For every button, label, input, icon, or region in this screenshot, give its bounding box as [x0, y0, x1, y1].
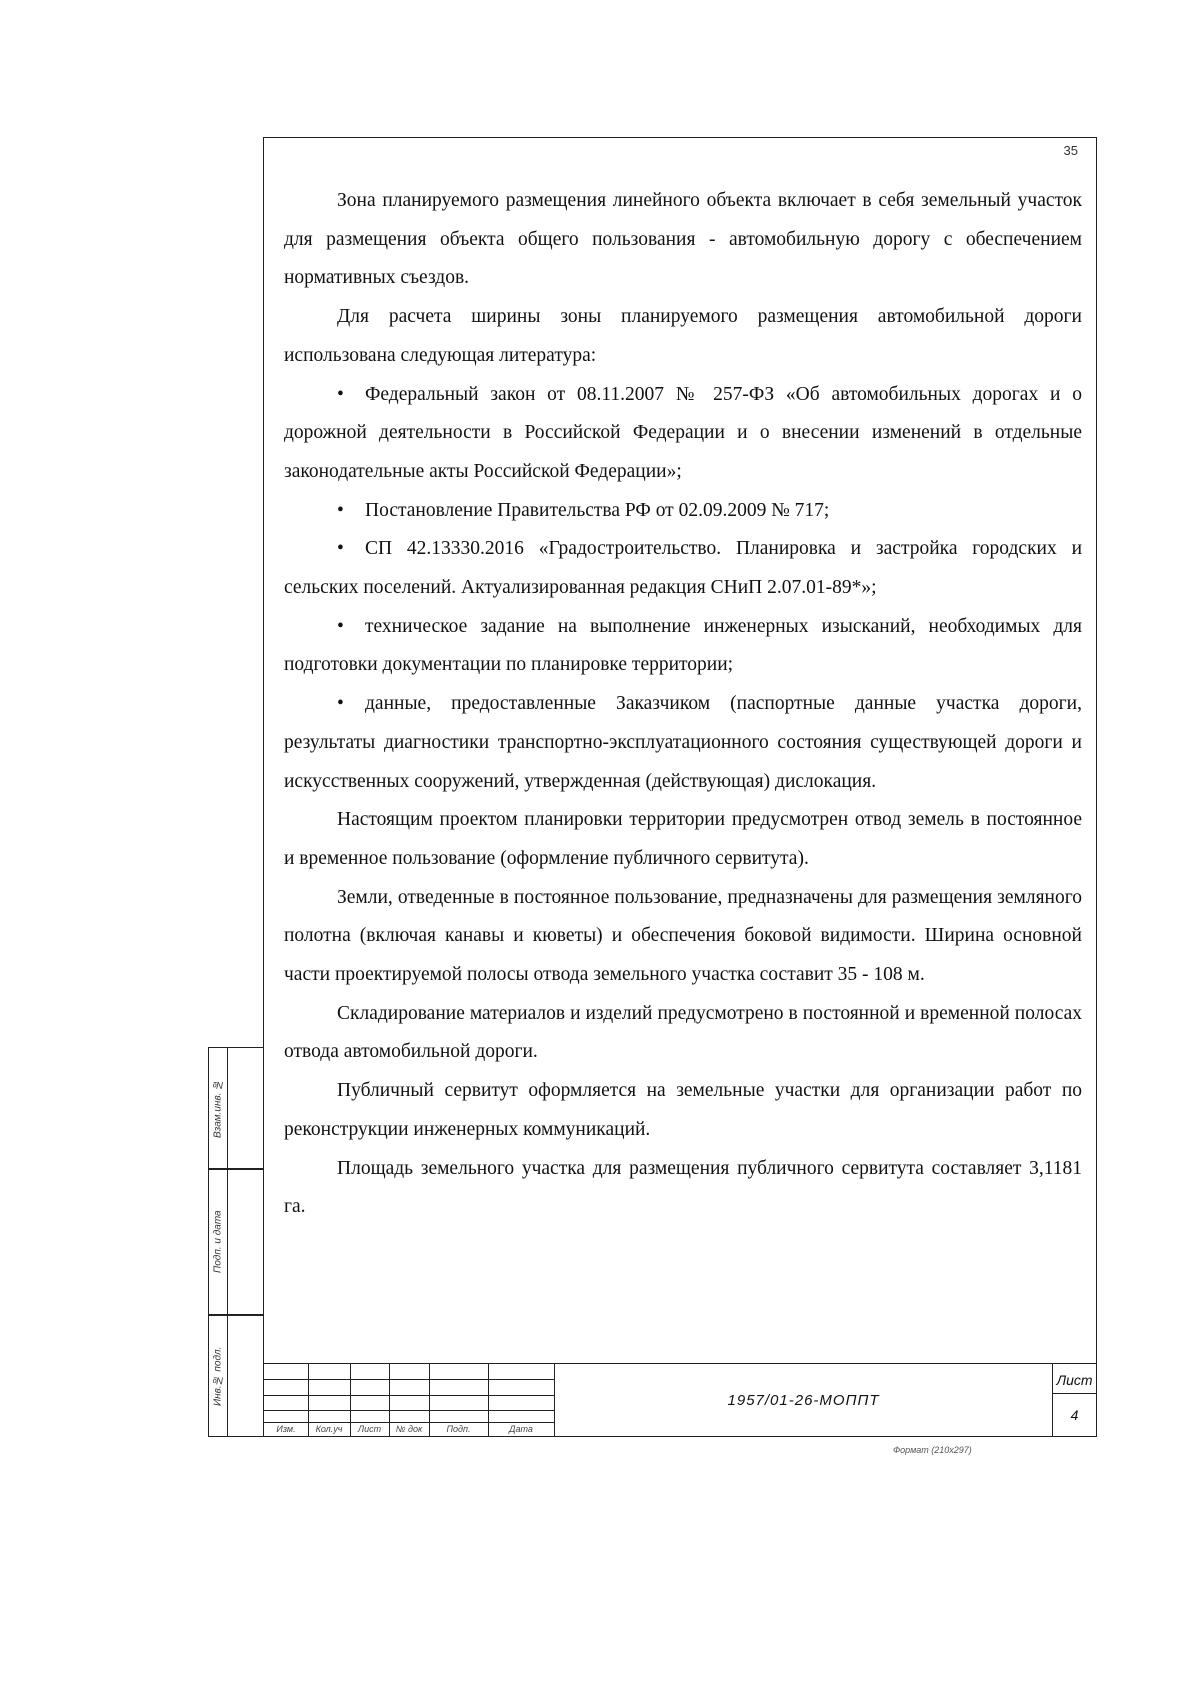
bullet-icon: •	[337, 615, 344, 637]
column-header: Подп.	[446, 1424, 471, 1434]
bullet-item: • техническое задание на выполнение инженерных изысканий, необходимых для подготовки документации по планировке территории;	[284, 608, 1082, 685]
bullet-item: • Федеральный закон от 08.11.2007 № 257-ФЗ «Об автомобильных дорогах и о дорожной деятельности в Российской Федерации и о внесении изменений в отдельные законодательные акты Российской Федерации»;	[284, 376, 1082, 492]
strip-label: Взам.инв. №	[212, 1078, 224, 1138]
bullet-item: • данные, предоставленные Заказчиком (паспортные данные участка дороги, результаты диагностики транспортно-эксплуатационного состояния существующей дороги и искусственных сооружений, утвержденная (действующая) дислокация.	[284, 685, 1082, 801]
bullet-item: • Постановление Правительства РФ от 02.09.2009 № 717;	[284, 492, 1082, 531]
sheet-number: 4	[1070, 1407, 1079, 1423]
bullet-item: • СП 42.13330.2016 «Градостроительство. Планировка и застройка городских и сельских поселений. Актуализированная редакция СНиП 2.07.01-89*»;	[284, 530, 1082, 607]
revision-table	[264, 1364, 554, 1436]
column-header: Кол.уч	[315, 1424, 343, 1434]
column-header: Дата	[509, 1424, 533, 1434]
column-header: № док	[395, 1424, 423, 1434]
format-note: Формат (210х297)	[893, 1445, 972, 1455]
column-header: Лист	[357, 1424, 382, 1434]
paragraph: Публичный сервитут оформляется на земельные участки для организации работ по реконструкции инженерных коммуникаций.	[284, 1080, 1082, 1140]
paragraph: Земли, отведенные в постоянное пользование, предназначены для размещения земляного полотна (включая канавы и кюветы) и обеспечения боковой видимости. Ширина основной части проектируемой полосы отвода земельного участка составит 35 - 108 м.	[284, 886, 1082, 986]
title-block	[264, 1363, 1096, 1436]
paragraph: Зона планируемого размещения линейного объекта включает в себя земельный участок для размещения объекта общего пользования - автомобильную дорогу с обеспечением нормативных съездов.	[284, 190, 1082, 289]
binding-strip	[208, 1047, 263, 1437]
paragraph: Площадь земельного участка для размещения публичного сервитута составляет 3,1181 га.	[284, 1157, 1082, 1218]
sheet-label: Лист	[1053, 1366, 1096, 1394]
drawing-frame	[263, 137, 1097, 1437]
bullet-icon: •	[337, 538, 344, 560]
bullet-icon: •	[337, 499, 344, 521]
paragraph: Для расчета ширины зоны планируемого размещения автомобильной дороги использована следующая литература:	[284, 306, 1082, 366]
paragraph: Настоящим проектом планировки территории предусмотрен отвод земель в постоянное и временное пользование (оформление публичного сервитута).	[284, 809, 1082, 869]
sheet-box	[1052, 1364, 1096, 1436]
strip-label: Подп. и дата	[212, 1210, 224, 1274]
strip-label: Инв.№ подл.	[212, 1346, 224, 1406]
document-code: 1957/01-26-МОППТ	[554, 1364, 1052, 1436]
body-text	[284, 182, 1082, 1227]
paragraph: Складирование материалов и изделий предусмотрено в постоянной и временной полосах отвода автомобильной дороги.	[284, 1002, 1082, 1063]
column-header: Изм.	[276, 1424, 296, 1434]
bullet-icon: •	[337, 383, 344, 405]
bullet-icon: •	[337, 693, 344, 715]
corner-page-number: 35	[1063, 143, 1078, 158]
